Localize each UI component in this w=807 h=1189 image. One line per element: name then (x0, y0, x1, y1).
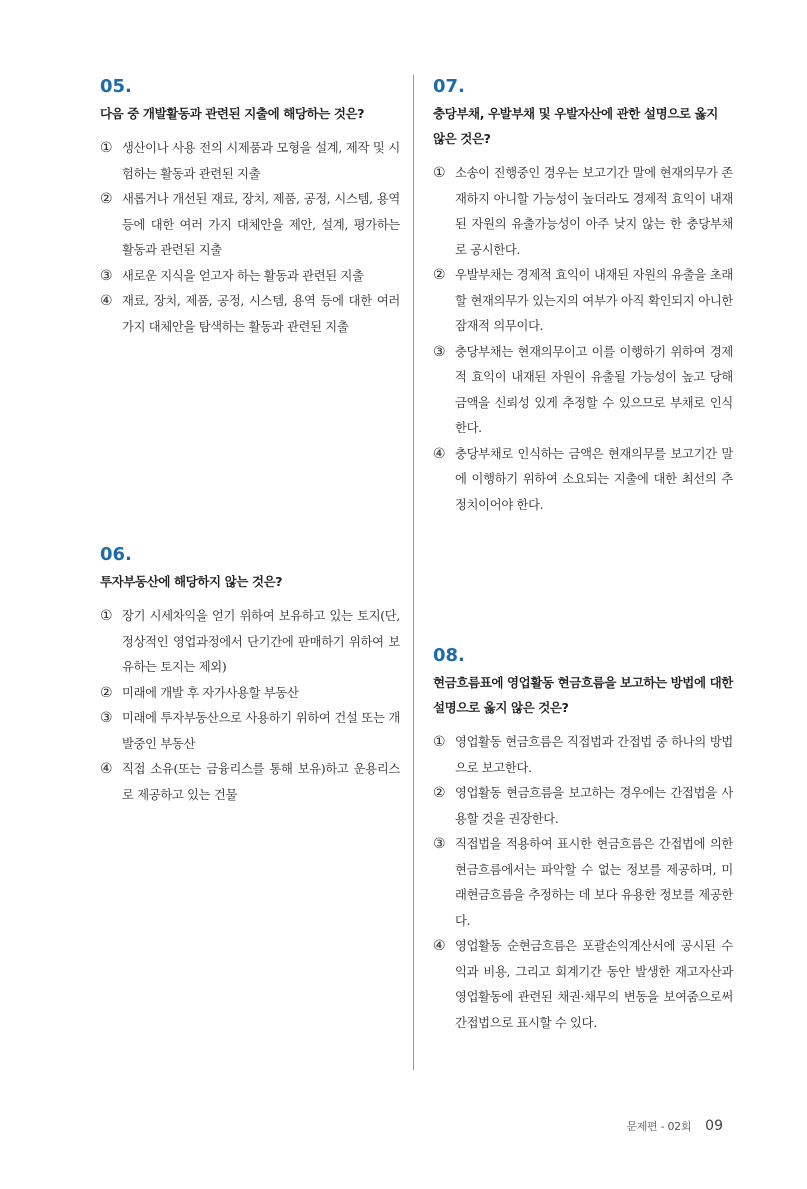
option-text: 미래에 개발 후 자가사용할 부동산 (122, 685, 299, 700)
option-text: 충당부채로 인식하는 금액은 현재의무를 보고기간 말에 이행하기 위하여 소요되는 지출에 대한 최선의 추정치이어야 한다. (455, 446, 733, 512)
option-text: 장기 시세차익을 얻기 위하여 보유하고 있는 토지(단, 정상적인 영업과정에서 단기간에 판매하기 위하여 보유하는 토지는 제외) (122, 609, 400, 674)
option-3[interactable] (433, 832, 733, 934)
option-text: 새롭거나 개선된 재료, 장치, 제품, 공정, 시스템, 용역 등에 대한 여러 가지 대체안을 제안, 설계, 평가하는 활동과 관련된 지출 (122, 192, 400, 257)
question-number: 08. (433, 645, 465, 666)
question-07 (433, 76, 733, 518)
option-3[interactable] (100, 264, 400, 290)
option-marker: ④ (433, 938, 446, 954)
option-4[interactable] (433, 934, 733, 1036)
option-list (100, 604, 400, 808)
option-4[interactable] (100, 757, 400, 808)
option-marker: ④ (100, 761, 113, 777)
question-title: 다음 중 개발활동과 관련된 지출에 해당하는 것은? (100, 106, 365, 121)
option-list (100, 136, 400, 340)
option-1[interactable] (100, 136, 400, 187)
question-number: 05. (100, 76, 132, 97)
question-05 (100, 76, 400, 340)
question-title: 충당부채, 우발부채 및 우발자산에 관한 설명으로 옳지 않은 것은? (433, 106, 718, 146)
option-4[interactable] (433, 442, 733, 519)
option-list (433, 730, 733, 1036)
option-list (433, 161, 733, 518)
option-marker: ③ (433, 343, 446, 360)
option-marker: ② (100, 684, 113, 701)
question-title: 현금흐름표에 영업활동 현금흐름을 보고하는 방법에 대한 설명으로 옳지 않은 것은? (433, 675, 733, 715)
option-text: 새로운 지식을 얻고자 하는 활동과 관련된 지출 (122, 268, 364, 283)
option-text: 직접법을 적용하여 표시한 현금흐름은 간접법에 의한 현금흐름에서는 파악할 수 없는 정보를 제공하며, 미래현금흐름을 추정하는 데 보다 유용한 정보를 제공한다. (455, 837, 733, 928)
option-marker: ② (433, 267, 446, 283)
option-marker: ④ (433, 445, 446, 462)
option-3[interactable] (433, 340, 733, 442)
option-text: 소송이 진행중인 경우는 보고기간 말에 현재의무가 존재하지 아니할 가능성이 높더라도 경제적 효익이 내재된 자원의 유출가능성이 아주 낮지 않는 한 충당부채로 공시한다. (455, 166, 733, 257)
option-1[interactable] (433, 730, 733, 781)
option-text: 영업활동 현금흐름을 보고하는 경우에는 간접법을 사용할 것을 권장한다. (455, 786, 733, 826)
option-marker: ② (433, 785, 446, 801)
option-text: 영업활동 현금흐름은 직접법과 간접법 중 하나의 방법으로 보고한다. (455, 735, 733, 775)
option-marker: ① (100, 608, 113, 624)
option-1[interactable] (433, 161, 733, 263)
question-number: 07. (433, 76, 465, 97)
option-marker: ③ (433, 836, 446, 852)
option-marker: ② (100, 191, 113, 207)
section-label: 문제편 - 02회 (626, 1120, 692, 1133)
column-divider (413, 75, 414, 1070)
page-number: 09 (705, 1118, 723, 1134)
option-2[interactable] (433, 263, 733, 340)
option-text: 재료, 장치, 제품, 공정, 시스템, 용역 등에 대한 여러 가지 대체안을 탐색하는 활동과 관련된 지출 (122, 294, 400, 334)
option-text: 미래에 투자부동산으로 사용하기 위하여 건설 또는 개발중인 부동산 (122, 711, 400, 751)
question-06 (100, 544, 400, 808)
option-text: 직접 소유(또는 금융리스를 통해 보유)하고 운용리스로 제공하고 있는 건물 (122, 762, 400, 802)
question-title: 투자부동산에 해당하지 않는 것은? (100, 574, 283, 589)
option-marker: ④ (100, 293, 113, 309)
option-marker: ① (100, 140, 113, 156)
question-08 (433, 645, 733, 1036)
option-2[interactable] (433, 781, 733, 832)
option-2[interactable] (100, 681, 400, 707)
option-text: 충당부채는 현재의무이고 이를 이행하기 위하여 경제적 효익이 내재된 자원이 유출될 가능성이 높고 당해 금액을 신뢰성 있게 추정할 수 있으므로 부채로 인식한다. (455, 344, 733, 435)
page-footer (626, 1118, 723, 1134)
option-text: 생산이나 사용 전의 시제품과 모형을 설계, 제작 및 시험하는 활동과 관련된 지출 (122, 141, 400, 181)
option-text: 영업활동 순현금흐름은 포괄손익계산서에 공시된 수익과 비용, 그리고 회계기간 동안 발생한 재고자산과 영업활동에 관련된 채권·채무의 변동을 보여줌으로써 간접법으로 표시할 수 있다. (455, 939, 733, 1030)
option-marker: ③ (100, 710, 113, 726)
option-marker: ③ (100, 267, 113, 284)
option-4[interactable] (100, 289, 400, 340)
option-text: 우발부채는 경제적 효익이 내재된 자원의 유출을 초래할 현재의무가 있는지의 여부가 아직 확인되지 아니한 잠재적 의무이다. (455, 268, 733, 333)
option-marker: ① (433, 165, 446, 181)
option-1[interactable] (100, 604, 400, 681)
option-2[interactable] (100, 187, 400, 264)
question-number: 06. (100, 544, 132, 565)
option-3[interactable] (100, 706, 400, 757)
option-marker: ① (433, 734, 446, 750)
